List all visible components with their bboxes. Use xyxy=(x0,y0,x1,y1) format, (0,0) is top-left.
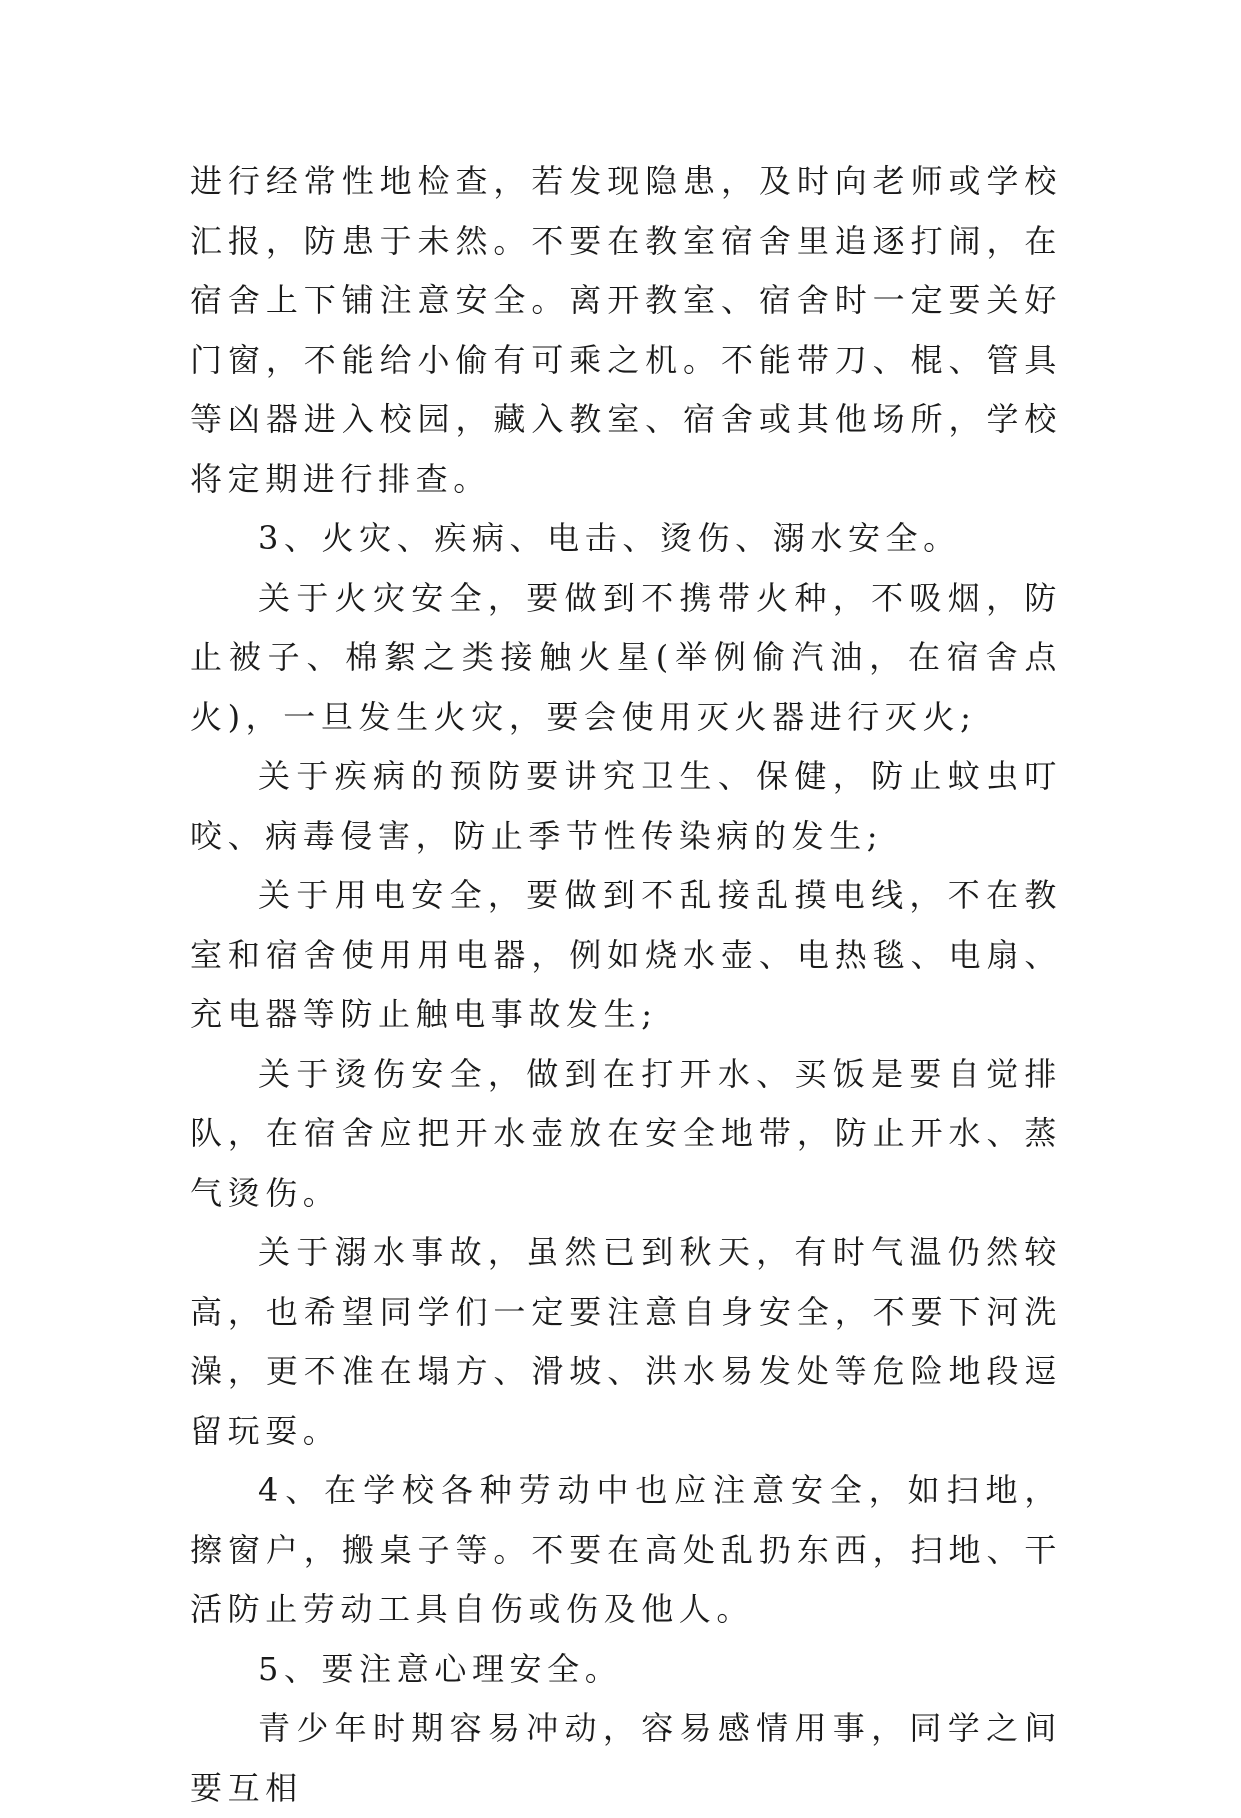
paragraph: 关于烫伤安全，做到在打开水、买饭是要自觉排队，在宿舍应把开水壶放在安全地带，防止开水、蒸气烫伤。 xyxy=(190,1054,1062,1212)
paragraph: 3、火灾、疾病、电击、烫伤、溺水安全。 xyxy=(258,519,961,557)
paragraph: 进行经常性地检查，若发现隐患，及时向老师或学校汇报，防患于未然。不要在教室宿舍里追逐打闹，在宿舍上下铺注意安全。离开教室、宿舍时一定要关好门窗，不能给小偷有可乘之机。不能带刀、棍、管具等凶器进入校园，藏入教室、宿舍或其他场所，学校将定期进行排查。 xyxy=(190,162,1062,498)
paragraph: 4、在学校各种劳动中也应注意安全，如扫地，擦窗户，搬桌子等。不要在高处乱扔东西，扫地、干活防止劳动工具自伤或伤及他人。 xyxy=(190,1471,1062,1628)
paragraph: 关于火灾安全，要做到不携带火种，不吸烟，防止被子、棉絮之类接触火星(举例偷汽油，在宿舍点火)，一旦发生火灾，要会使用灭火器进行灭火; xyxy=(190,578,1062,736)
paragraph: 关于疾病的预防要讲究卫生、保健，防止蚊虫叮咬、病毒侵害，防止季节性传染病的发生; xyxy=(190,757,1062,855)
paragraph: 关于用电安全，要做到不乱接乱摸电线，不在教室和宿舍使用用电器，例如烧水壶、电热毯、电扇、充电器等防止触电事故发生; xyxy=(190,876,1062,1033)
body-text xyxy=(190,152,1062,1818)
paragraph: 青少年时期容易冲动，容易感情用事，同学之间要互相 xyxy=(190,1709,1062,1807)
paragraph: 关于溺水事故，虽然已到秋天，有时气温仍然较高，也希望同学们一定要注意自身安全，不要下河洗澡，更不准在塌方、滑坡、洪水易发处等危险地段逗留玩耍。 xyxy=(190,1233,1062,1450)
paragraph: 5、要注意心理安全。 xyxy=(258,1649,623,1688)
